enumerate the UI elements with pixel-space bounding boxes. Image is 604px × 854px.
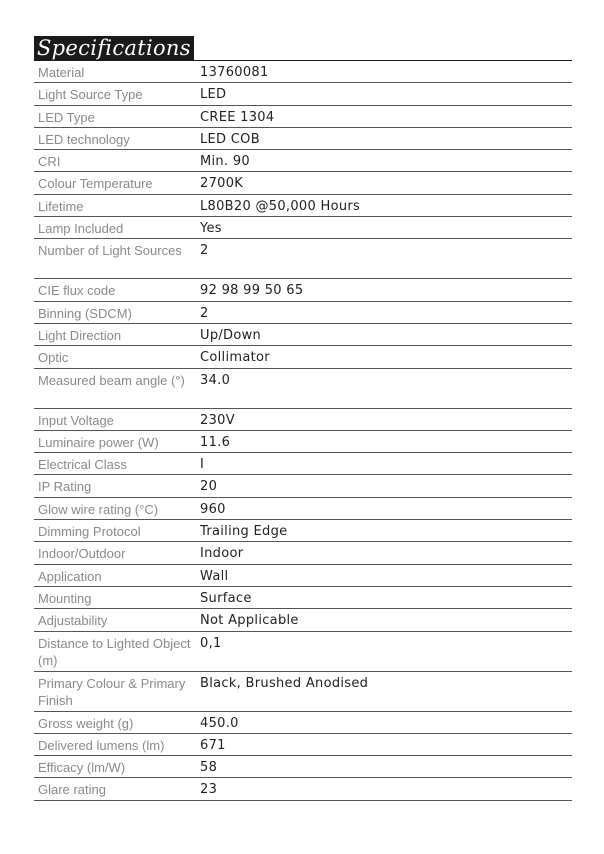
spec-label: LED Type <box>38 109 95 125</box>
spec-row <box>34 609 572 631</box>
spec-value: 13760081 <box>200 65 269 80</box>
spec-row <box>34 346 572 368</box>
spec-value: Collimator <box>200 350 270 366</box>
spec-row <box>34 734 572 756</box>
spec-label: Luminaire power (W) <box>38 434 159 450</box>
spec-value: 92 98 99 50 65 <box>200 283 304 299</box>
spec-row <box>34 565 572 587</box>
spec-row <box>34 324 572 346</box>
spec-value: 450.0 <box>200 715 239 731</box>
spec-label: Glare rating <box>38 782 106 798</box>
specifications-section <box>34 36 572 801</box>
spec-value: 58 <box>200 760 218 776</box>
spec-label: Measured beam angle (°) <box>38 372 185 388</box>
spec-label: LED technology <box>38 131 130 147</box>
spec-row <box>34 409 572 431</box>
spec-label: Gross weight (g) <box>38 715 134 731</box>
spec-row <box>34 150 572 172</box>
spec-row <box>34 106 572 128</box>
spec-label: IP Rating <box>38 479 92 495</box>
spec-value: 11.6 <box>200 434 231 450</box>
spec-label: Delivered lumens (lm) <box>38 737 165 753</box>
spec-value: LED <box>200 87 227 103</box>
spec-row <box>34 498 572 520</box>
spec-row <box>34 520 572 542</box>
spec-label: Input Voltage <box>38 412 114 428</box>
spec-row <box>34 712 572 734</box>
spec-label: Application <box>38 568 102 584</box>
spec-label: Indoor/Outdoor <box>38 546 126 562</box>
spec-label: Mounting <box>38 590 92 606</box>
spec-value: 671 <box>200 737 226 753</box>
spec-row <box>34 217 572 239</box>
spec-value: Not Applicable <box>200 613 299 629</box>
spec-label: Colour Temperature <box>38 176 153 192</box>
spec-value: LED COB <box>200 131 260 147</box>
spec-value: I <box>200 457 205 473</box>
spec-value: 2 <box>200 305 209 321</box>
spec-value: L80B20 @50,000 Hours <box>200 198 361 214</box>
spec-value: 34.0 <box>200 372 231 388</box>
spec-label: Number of Light Sources <box>38 243 182 259</box>
spec-value: Black, Brushed Anodised <box>200 675 369 691</box>
spec-label: Optic <box>38 350 69 366</box>
spec-row <box>34 172 572 194</box>
spec-row <box>34 672 572 712</box>
spec-row <box>34 195 572 217</box>
spec-label: Lifetime <box>38 198 84 214</box>
spec-row <box>34 475 572 497</box>
section-title: Specifications <box>34 36 194 60</box>
spec-row <box>34 587 572 609</box>
spec-row <box>34 778 572 800</box>
spec-label: Light Source Type <box>38 87 143 103</box>
spec-value: 960 <box>200 501 226 517</box>
spec-value: Min. 90 <box>200 154 250 170</box>
spec-row <box>34 302 572 324</box>
spec-row <box>34 431 572 453</box>
spec-row <box>34 632 572 672</box>
spec-label: Adjustability <box>38 613 108 629</box>
spec-label: Material <box>38 65 85 80</box>
spec-label: Distance to Lighted Object (m) <box>38 635 191 668</box>
spec-row <box>34 453 572 475</box>
spec-value: Up/Down <box>200 327 262 343</box>
spec-value: 20 <box>200 479 218 495</box>
spec-label: CIE flux code <box>38 283 116 299</box>
spec-row <box>34 239 572 279</box>
spec-label: Dimming Protocol <box>38 524 141 540</box>
spec-label: Light Direction <box>38 327 122 343</box>
spec-value: Yes <box>200 221 222 237</box>
spec-row <box>34 279 572 301</box>
spec-value: Surface <box>200 590 252 606</box>
spec-table <box>34 61 572 801</box>
spec-label: Lamp Included <box>38 221 124 237</box>
spec-value: 2 <box>200 243 209 259</box>
spec-label: Efficacy (lm/W) <box>38 760 126 776</box>
spec-row <box>34 61 572 83</box>
spec-value: Trailing Edge <box>200 524 288 540</box>
spec-label: Glow wire rating (°C) <box>38 501 159 517</box>
spec-label: Binning (SDCM) <box>38 305 132 321</box>
spec-row <box>34 369 572 409</box>
spec-row <box>34 128 572 150</box>
spec-row <box>34 542 572 564</box>
spec-value: 0,1 <box>200 635 222 651</box>
spec-value: Indoor <box>200 546 244 562</box>
spec-label: Electrical Class <box>38 457 127 473</box>
spec-row <box>34 83 572 105</box>
spec-value: Wall <box>200 568 229 584</box>
spec-value: CREE 1304 <box>200 109 275 125</box>
spec-value: 2700K <box>200 176 244 192</box>
spec-label: Primary Colour & Primary Finish <box>38 675 186 708</box>
spec-row <box>34 756 572 778</box>
spec-value: 23 <box>200 782 218 798</box>
spec-value: 230V <box>200 412 235 428</box>
spec-label: CRI <box>38 154 61 170</box>
